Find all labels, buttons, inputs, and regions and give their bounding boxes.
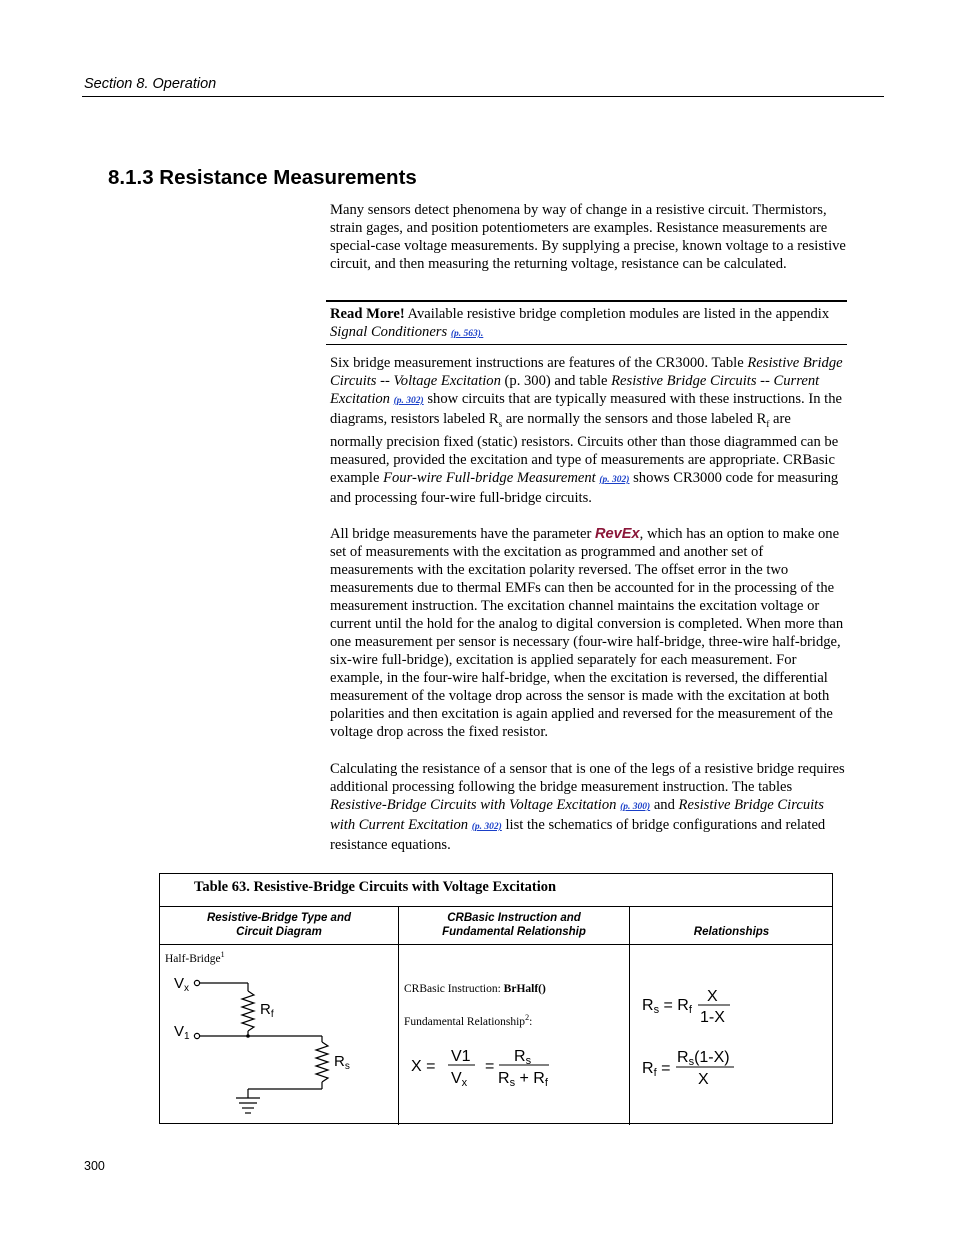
bridge-type-label bbox=[165, 950, 225, 965]
p2-text-4: are normally the sensors and those labeled R bbox=[502, 411, 767, 427]
fundamental-relationship-label bbox=[404, 1013, 532, 1028]
formula-x: X = bbox=[411, 1058, 436, 1075]
junction-dot bbox=[246, 1034, 250, 1038]
p2-sub-f: f bbox=[766, 418, 770, 429]
p4-table-ref-current: Resistive Bridge Circuits with Current Excitation bbox=[330, 797, 824, 833]
relationships-formulas bbox=[630, 974, 833, 1094]
p3-text-1: All bridge measurements have the parameter bbox=[330, 526, 596, 542]
p3-text-2: , which has an option to make one set of measurements with the excitation as programmed and another set of measurements with the excitation polarity reversed. The offset error in the two measurements due to thermal EMFs can then be accounted for in the processing of the measurement instruction. The excitation channel maintains the excitation voltage or current until the hold for the analog to digital conversion is completed. When more than one measurement per sensor is necessary (four-wire half-bridge, three-wire half-bridge, six-wire full-bridge), excitation is applied separately for each measurement. For example, in the four-wire half-bridge, when the excitation is reversed, the differential measurement of the voltage drop across the sensor is made with the excitation at both polarities and then excitation is again applied and reversed for the measurement of the voltage drop across the fixed resistor. bbox=[330, 526, 844, 740]
p4-page-ref-1[interactable]: (p. 300) bbox=[620, 802, 651, 812]
rel1-numerator: X bbox=[707, 988, 718, 1005]
fundamental-relationship-footnote: 2 bbox=[525, 1013, 530, 1022]
p4-table-ref-voltage: Resistive-Bridge Circuits with Voltage Excitation bbox=[330, 797, 617, 813]
p4-text-3: list the schematics of bridge configurations and related resistance equations. bbox=[330, 817, 826, 853]
ground-icon bbox=[236, 1098, 260, 1113]
read-more-bottom-rule bbox=[326, 344, 847, 345]
rel2-lhs: Rf = bbox=[642, 1060, 671, 1079]
v1-terminal-icon bbox=[194, 1033, 199, 1038]
formula-vx: Vx bbox=[451, 1070, 468, 1089]
crbasic-instruction bbox=[404, 983, 546, 995]
intro-text: Many sensors detect phenomena by way of change in a resistive circuit. Thermistors, strain gages, and position potentiometers are examples. Resistance measurements are special-case voltage measurements. By supplying a precise, known voltage to a resistive circuit, and then measuring the returning voltage, resistance can be calculated. bbox=[330, 202, 846, 272]
p2-text-6: shows CR3000 code for measuring and processing four-wire full-bridge circuits. bbox=[330, 469, 839, 506]
col-header-type-line1: Resistive-Bridge Type and bbox=[206, 912, 351, 924]
col-header-instruction bbox=[399, 911, 629, 939]
p2-text-5: are normally precision fixed (static) resistors. Circuits other than those diagrammed can be measured, provided the excitation and type of measurements are appropriate. CRBasic example bbox=[330, 411, 839, 486]
read-more-note bbox=[330, 305, 846, 343]
running-header: Section 8. Operation bbox=[84, 76, 217, 92]
fundamental-relationship-text: Fundamental Relationship bbox=[404, 1015, 526, 1028]
vx-label: $V_x$ bbox=[174, 975, 190, 994]
col-header-instruction-line2: Fundamental Relationship bbox=[442, 926, 586, 938]
rel1-lhs: Rs = Rf bbox=[642, 997, 692, 1016]
p2-page-ref-1[interactable]: (p. 302) bbox=[393, 396, 424, 406]
revex-paragraph bbox=[330, 525, 846, 741]
read-more-link[interactable]: Signal Conditioners bbox=[330, 324, 448, 340]
formula-v1: V1 bbox=[451, 1048, 471, 1065]
rf-label: $R_f$ bbox=[260, 1001, 274, 1020]
read-more-top-rule bbox=[326, 300, 847, 302]
table-title-rule bbox=[160, 906, 832, 907]
header-rule bbox=[82, 96, 884, 97]
bridge-instructions-paragraph bbox=[330, 354, 846, 507]
intro-paragraph bbox=[330, 201, 846, 273]
p2-example-ref: Four-wire Full-bridge Measurement bbox=[383, 469, 596, 486]
bridge-type-text: Half-Bridge bbox=[165, 952, 221, 965]
v1-label: $V_1$ bbox=[174, 1023, 190, 1042]
rel2-numerator: Rs(1-X) bbox=[677, 1049, 730, 1068]
page-number: 300 bbox=[84, 1159, 105, 1173]
col-header-relationships: Relationships bbox=[693, 926, 770, 938]
p2-text-3: show circuits that are typically measured with these instructions. In the diagrams, resistors labeled R bbox=[330, 391, 842, 427]
p4-text-1: Calculating the resistance of a sensor that is one of the legs of a resistive bridge requires additional processing following the bridge measurement instruction. The tables bbox=[330, 761, 845, 795]
p2-sub-s: s bbox=[498, 418, 503, 429]
read-more-page-ref[interactable]: (p. 563) bbox=[450, 329, 481, 339]
formula-rs: Rs bbox=[514, 1048, 532, 1067]
bridge-circuits-table bbox=[159, 873, 833, 1124]
revex-parameter: RevEx bbox=[595, 526, 640, 542]
bridge-type-footnote: 1 bbox=[220, 950, 225, 959]
half-bridge-circuit-diagram bbox=[160, 964, 398, 1124]
p4-text-2: and bbox=[650, 797, 679, 813]
formula-equals: = bbox=[485, 1058, 495, 1075]
fundamental-relationship-colon: : bbox=[529, 1015, 533, 1028]
p2-text-1: Six bridge measurement instructions are features of the CR3000. Table bbox=[330, 355, 748, 371]
rel1-denominator: 1-X bbox=[700, 1009, 725, 1026]
rel2-denominator: X bbox=[698, 1071, 709, 1088]
calculation-paragraph bbox=[330, 760, 846, 854]
p4-page-ref-2[interactable]: (p. 302) bbox=[471, 822, 502, 832]
col-header-instruction-line1: CRBasic Instruction and bbox=[447, 912, 581, 924]
section-heading: 8.1.3 Resistance Measurements bbox=[108, 166, 417, 189]
col-header-type bbox=[160, 911, 398, 939]
p2-table-ref-current: Resistive Bridge Circuits -- Current Excitation bbox=[330, 373, 820, 407]
p2-text-2: (p. 300) and table bbox=[500, 373, 612, 389]
rs-resistor-icon bbox=[316, 1042, 328, 1082]
col-header-type-line2: Circuit Diagram bbox=[236, 926, 322, 938]
crbasic-instruction-name: BrHalf() bbox=[503, 983, 546, 995]
fundamental-relationship-formula bbox=[399, 1034, 629, 1104]
formula-rs-plus-rf: Rs + Rf bbox=[498, 1070, 548, 1089]
rs-label: $R_s$ bbox=[334, 1053, 350, 1072]
table-title: Table 63. Resistive-Bridge Circuits with Voltage Excitation bbox=[194, 879, 557, 895]
rf-resistor-icon bbox=[242, 991, 254, 1031]
p2-table-ref-voltage: Resistive Bridge Circuits -- Voltage Excitation bbox=[330, 355, 843, 389]
crbasic-instruction-label: CRBasic Instruction: bbox=[404, 983, 504, 995]
read-more-label: Read More! bbox=[330, 306, 405, 322]
vx-terminal-icon bbox=[194, 980, 199, 985]
read-more-text: Available resistive bridge completion modules are listed in the appendix bbox=[404, 306, 830, 322]
table-header-rule bbox=[160, 944, 832, 945]
read-more-period: . bbox=[480, 329, 484, 339]
p2-page-ref-2[interactable]: (p. 302) bbox=[599, 474, 630, 485]
